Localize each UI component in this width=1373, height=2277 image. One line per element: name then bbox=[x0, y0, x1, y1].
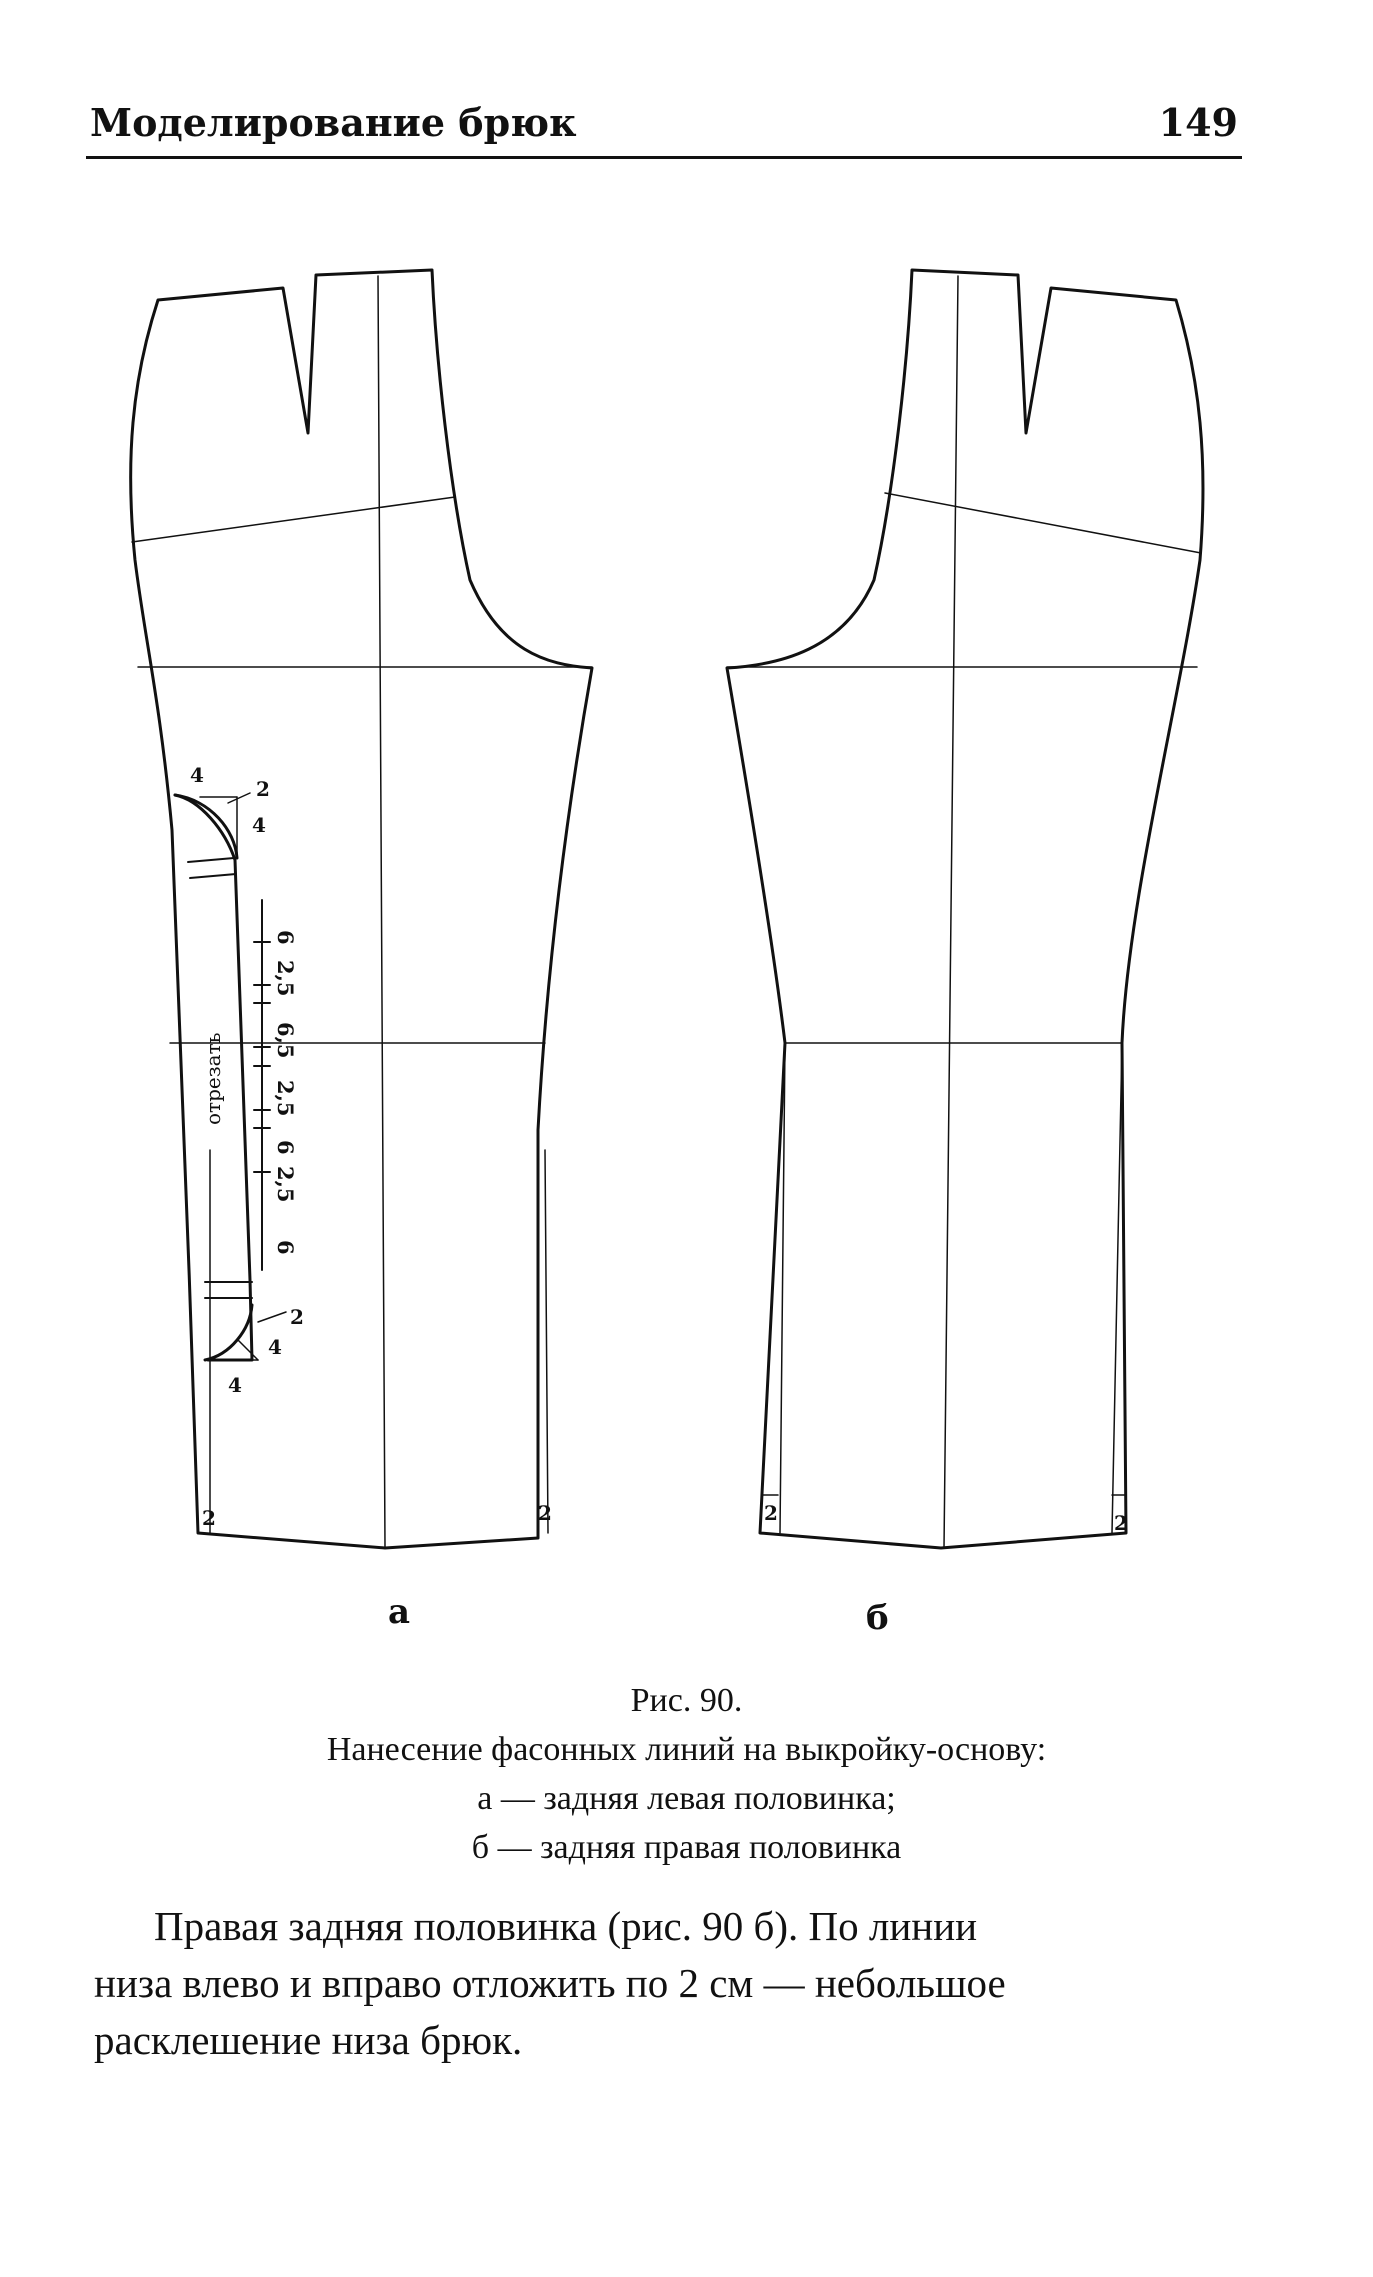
scale-mark: 6 bbox=[273, 1240, 298, 1255]
panel-a-outline bbox=[131, 270, 592, 1548]
pocket-mark: 4 bbox=[252, 813, 266, 837]
panel-a-hem-shift-right bbox=[545, 1150, 548, 1533]
body-line: низа влево и вправо отложить по 2 см — небольшое bbox=[94, 1960, 1006, 2006]
page-number: 149 bbox=[1158, 100, 1238, 145]
hem-mark: 2 bbox=[202, 1506, 216, 1530]
chapter-title: Моделирование брюк bbox=[90, 100, 577, 145]
panel-a-pocket-pointer-2 bbox=[258, 1312, 286, 1322]
panel-b-center-line bbox=[944, 276, 958, 1548]
panel-b-right-hem-line bbox=[1112, 1043, 1122, 1533]
scale-mark: 2,5 bbox=[273, 1080, 298, 1117]
body-paragraph bbox=[94, 1898, 1244, 2069]
panel-b-hip-line bbox=[885, 493, 1201, 553]
panel-a-pocket-bottom-curve bbox=[205, 1305, 252, 1360]
hem-mark: 2 bbox=[1114, 1511, 1128, 1535]
pocket-mark: 2 bbox=[256, 777, 270, 801]
panel-a-label: а bbox=[388, 1592, 411, 1632]
figure-legend-b: б — задняя правая половинка bbox=[471, 1829, 902, 1866]
panel-a-pocket-bottom-diag bbox=[238, 1340, 258, 1360]
scale-mark: 2,5 bbox=[273, 1166, 298, 1203]
body-line: Правая задняя половинка (рис. 90 б). По линии bbox=[154, 1903, 978, 1949]
cut-label: отрезать bbox=[201, 1032, 225, 1125]
panel-b-outline bbox=[727, 270, 1203, 1548]
hem-mark: 2 bbox=[764, 1501, 778, 1525]
pocket-mark: 4 bbox=[228, 1373, 242, 1397]
figure-legend-a: а — задняя левая половинка; bbox=[477, 1780, 896, 1817]
scale-mark: 2,5 bbox=[273, 960, 298, 997]
pocket-mark: 4 bbox=[268, 1335, 282, 1359]
panel-a-stripe-1 bbox=[188, 858, 234, 862]
scale-mark: 6 bbox=[273, 930, 298, 945]
scale-mark: 6,5 bbox=[273, 1022, 298, 1059]
figure-number: Рис. 90. bbox=[630, 1682, 743, 1719]
panel-a-stripe-2 bbox=[190, 874, 236, 878]
panel-a-pattern bbox=[131, 270, 592, 1548]
pocket-mark: 2 bbox=[290, 1305, 304, 1329]
panel-b-label: б bbox=[866, 1598, 889, 1638]
panel-a-pocket-top-curve bbox=[175, 795, 237, 858]
body-line: расклешение низа брюк. bbox=[94, 2017, 523, 2063]
figure-title: Нанесение фасонных линий на выкройку-основу: bbox=[326, 1731, 1047, 1768]
panel-a-pocket-pointer-1 bbox=[228, 793, 250, 803]
hem-mark: 2 bbox=[538, 1501, 552, 1525]
scale-mark: 6 bbox=[273, 1140, 298, 1155]
panel-a-center-line bbox=[378, 276, 385, 1548]
panel-a-hip-line bbox=[132, 497, 455, 542]
pocket-mark: 4 bbox=[190, 763, 204, 787]
panel-b-pattern bbox=[727, 270, 1203, 1548]
